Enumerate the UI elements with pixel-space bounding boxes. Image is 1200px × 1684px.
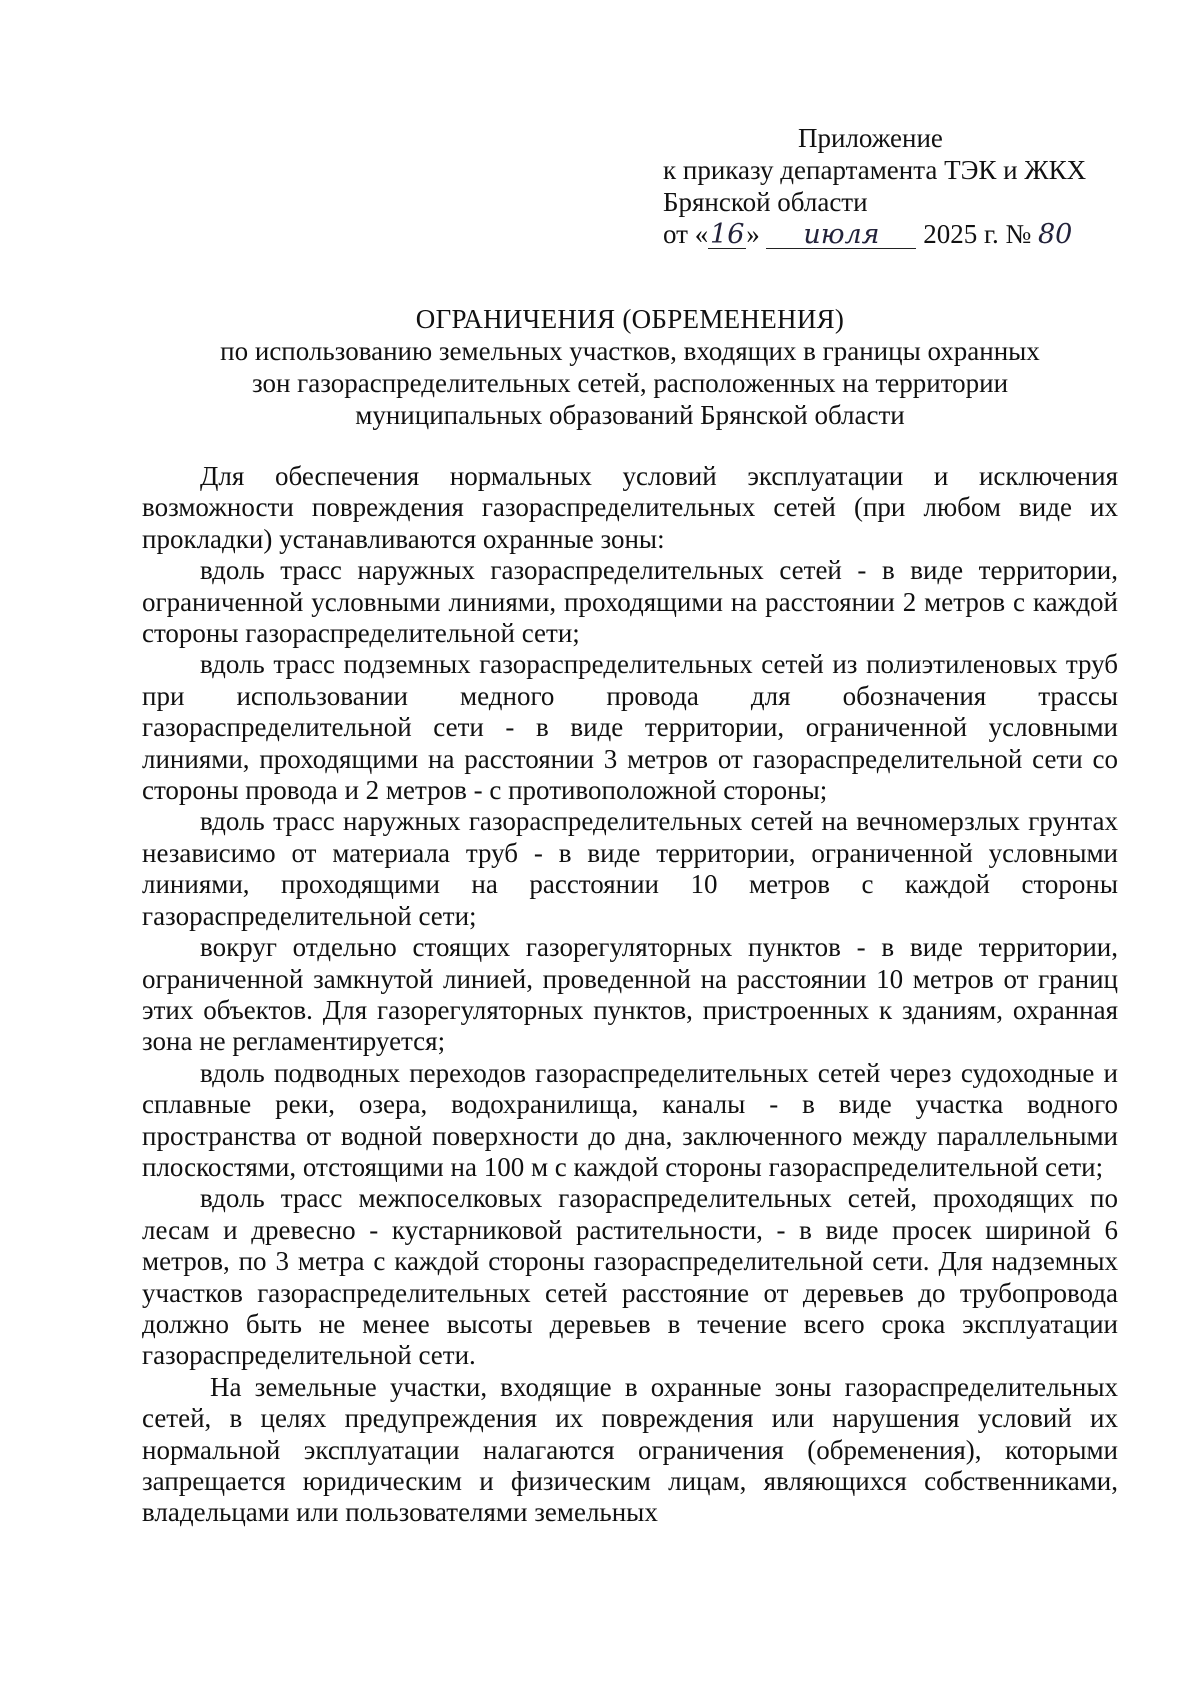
date-day-field [708,221,746,249]
document-subtitle-line-1: по использованию земельных участков, входящих в границы охранных [220,336,1040,366]
paragraph-restrictions: На земельные участки, входящие в охранные зоны газораспределительных сетей, в целях предупреждения их повреждения или нарушения условий их нормальной эксплуатации налагаются ограничения (обременения), которыми запрещается юридическим и физическим лицам, являющихся собственниками, владельцами или пользователями земельных [142,1371,1118,1528]
date-month-field [766,221,916,249]
paragraph-underground-networks: вдоль трасс подземных газораспределительных сетей из полиэтиленовых труб при использовании медного провода для обозначения трассы газораспределительной сети - в виде территории, ограниченной условными линиями, проходящими на расстоянии 3 метров от газораспределительной сети со стороны провода и 2 метров - с противоположной стороны; [142,649,1118,806]
appendix-region: Брянской области [663,187,868,217]
document-title-block [140,303,1120,431]
order-number-handwritten: 80 [1038,219,1073,250]
document-body [142,461,1118,1529]
appendix-header [663,122,1086,250]
date-prefix: от « [663,219,709,249]
paragraph-intersettlement-networks: вдоль трасс межпоселковых газораспределительных сетей, проходящих по лесам и древесно - кустарниковой растительности, - в виде просек шириной 6 метров, по 3 метра с каждой стороны газораспределительной сети. Для надземных участков газораспределительных сетей расстояние от деревьев до трубопровода должно быть не менее высоты деревьев в течение всего срока эксплуатации газораспределительной сети. [142,1183,1118,1371]
paragraph-external-networks: вдоль трасс наружных газораспределительных сетей - в виде территории, ограниченной условными линиями, проходящими на расстоянии 2 метров с каждой стороны газораспределительной сети; [142,555,1118,649]
appendix-order-ref: к приказу департамента ТЭК и ЖКХ [663,155,1087,185]
document-subtitle-line-3: муниципальных образований Брянской области [355,400,905,430]
paragraph-underwater-crossings: вдоль подводных переходов газораспределительных сетей через судоходные и сплавные реки, озера, водохранилища, каналы - в виде участка водного пространства от водной поверхности до дна, заключенного между параллельными плоскостями, отстоящими на 100 м с каждой стороны газораспределительной сети; [142,1057,1118,1182]
paragraph-regulator-points: вокруг отдельно стоящих газорегуляторных пунктов - в виде территории, ограниченной замкнутой линией, проведенной на расстоянии 10 метров от границ этих объектов. Для газорегуляторных пунктов, пристроенных к зданиям, охранная зона не регламентируется; [142,932,1118,1057]
document-title: ОГРАНИЧЕНИЯ (ОБРЕМЕНЕНИЯ) [415,304,845,334]
appendix-date-line [663,218,1086,250]
order-number-field [1038,221,1083,248]
date-mid: » [746,219,760,249]
appendix-title: Приложение [798,123,943,153]
paragraph-intro: Для обеспечения нормальных условий эксплуатации и исключения возможности повреждения газораспределительных сетей (при любом виде их прокладки) устанавливаются охранные зоны: [142,461,1118,554]
date-year: 2025 г. № [923,219,1032,249]
paragraph-permafrost-networks: вдоль трасс наружных газораспределительных сетей на вечномерзлых грунтах независимо от материала труб - в виде территории, ограниченной условными линиями, проходящими на расстоянии 10 метров с каждой стороны газораспределительной сети; [142,806,1118,931]
date-month-handwritten: июля [803,219,880,250]
date-day-handwritten: 16 [710,219,745,250]
document-subtitle-line-2: зон газораспределительных сетей, расположенных на территории [251,368,1009,398]
